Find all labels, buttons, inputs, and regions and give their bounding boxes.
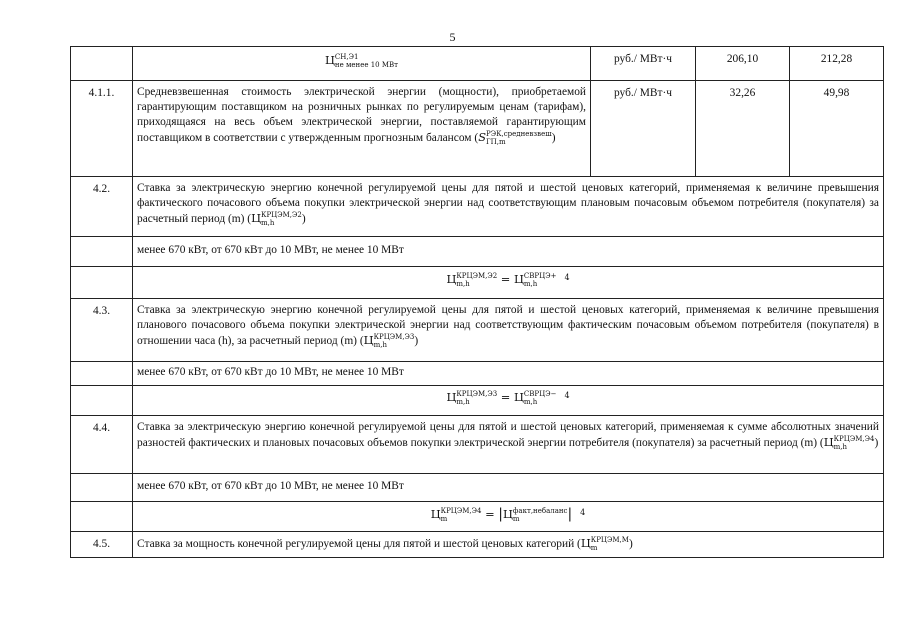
table-row	[71, 267, 884, 299]
row-number-empty	[71, 47, 133, 81]
formula-row	[133, 386, 884, 416]
table-row	[71, 474, 884, 502]
formula-symbol: Ц КРЦЭМ,Э2 m,h	[251, 211, 302, 227]
table-row	[71, 386, 884, 416]
row-number: 4.5.	[71, 532, 133, 558]
formula-symbol: S РЭК,средневзвеш ГП,m	[478, 130, 552, 146]
formula-symbol: Ц КРЦЭМ,Э4 m,h	[823, 435, 875, 451]
row-number: 4.4.	[71, 416, 133, 474]
row-description: Ставка за электрическую энергию конечной регулируемой цены для пятой и шестой ценовых категорий, применяемая к величине превышения фактического почасового объема покупки электрической энергии над соответствующим плановым почасовым объемом потребителя (покупателя) за расчетный период (m) (Ц КРЦЭМ,Э2 m,h )	[133, 177, 884, 237]
table-row	[71, 237, 884, 267]
row-description: Ставка за электрическую энергию конечной регулируемой цены для пятой и шестой ценовых категорий, применяемая к сумме абсолютных значений разностей фактических и плановых почасовых объемов покупки электрической энергии потребителя (покупателя) за расчетный период (m) (Ц КРЦЭМ,Э4 m,h )	[133, 416, 884, 474]
row-description: Средневзвешенная стоимость электрической энергии (мощности), приобретаемой гарантирующим поставщиком на розничных рынках по регулируемым ценам (тарифам), приходящаяся на весь объем электрической энергии, поставляемой гарантирующим поставщиком в соответствии с утвержденным прогнозным балансом (S РЭК,средневзвеш ГП,m )	[133, 81, 591, 177]
row-number: 4.1.1.	[71, 81, 133, 177]
row-description: Ставка за электрическую энергию конечной регулируемой цены для пятой и шестой ценовых категорий, применяемая к величине превышения планового почасового объема покупки электрической энергии над соответствующим фактическим почасовым объемом потребителя (покупателя) в отношении часа (h), за расчетный период (m) (Ц КРЦЭМ,Э3 m,h )	[133, 299, 884, 362]
unit-cell: руб./ МВт·ч	[591, 47, 696, 81]
capacity-range: менее 670 кВт, от 670 кВт до 10 МВт, не менее 10 МВт	[133, 362, 884, 386]
formula-equation: Ц КРЦЭМ,Э2 m,h = Ц СВРЦЭ+ m,h $^4$	[446, 272, 570, 288]
table-row	[71, 362, 884, 386]
footnote-ref: 4	[580, 508, 586, 517]
table-row	[71, 416, 884, 474]
formula-symbol: Ц СН,Э1 не менее 10 МВт	[324, 53, 399, 69]
formula-row	[133, 502, 884, 532]
formula-row	[133, 267, 884, 299]
tariff-table	[70, 46, 884, 558]
formula-symbol: Ц КРЦЭМ,М m	[580, 536, 629, 552]
formula-equation: Ц КРЦЭМ,Э3 m,h = Ц СВРЦЭ− m,h $^4$	[446, 390, 570, 406]
formula-equation: Ц КРЦЭМ,Э4 m = |Ц факт,небаланс m | $^4$	[430, 506, 586, 523]
row-formula-cell	[133, 47, 591, 81]
page-number: 5	[449, 30, 456, 44]
value-cell: 49,98	[790, 81, 884, 177]
table-row	[71, 502, 884, 532]
table-row	[71, 47, 884, 81]
table-row	[71, 532, 884, 558]
table-row	[71, 177, 884, 237]
value-cell: 206,10	[696, 47, 790, 81]
row-number: 4.2.	[71, 177, 133, 237]
footnote-ref: 4	[564, 273, 570, 282]
unit-cell: руб./ МВт·ч	[591, 81, 696, 177]
capacity-range: менее 670 кВт, от 670 кВт до 10 МВт, не менее 10 МВт	[133, 237, 884, 267]
row-description: Ставка за мощность конечной регулируемой цены для пятой и шестой ценовых категорий (Ц КРЦЭМ,М m )	[133, 532, 884, 558]
row-number: 4.3.	[71, 299, 133, 362]
table-row	[71, 299, 884, 362]
value-cell: 212,28	[790, 47, 884, 81]
table-row	[71, 81, 884, 177]
footnote-ref: 4	[564, 391, 570, 400]
value-cell: 32,26	[696, 81, 790, 177]
formula-symbol: Ц КРЦЭМ,Э3 m,h	[363, 333, 415, 349]
capacity-range: менее 670 кВт, от 670 кВт до 10 МВт, не менее 10 МВт	[133, 474, 884, 502]
